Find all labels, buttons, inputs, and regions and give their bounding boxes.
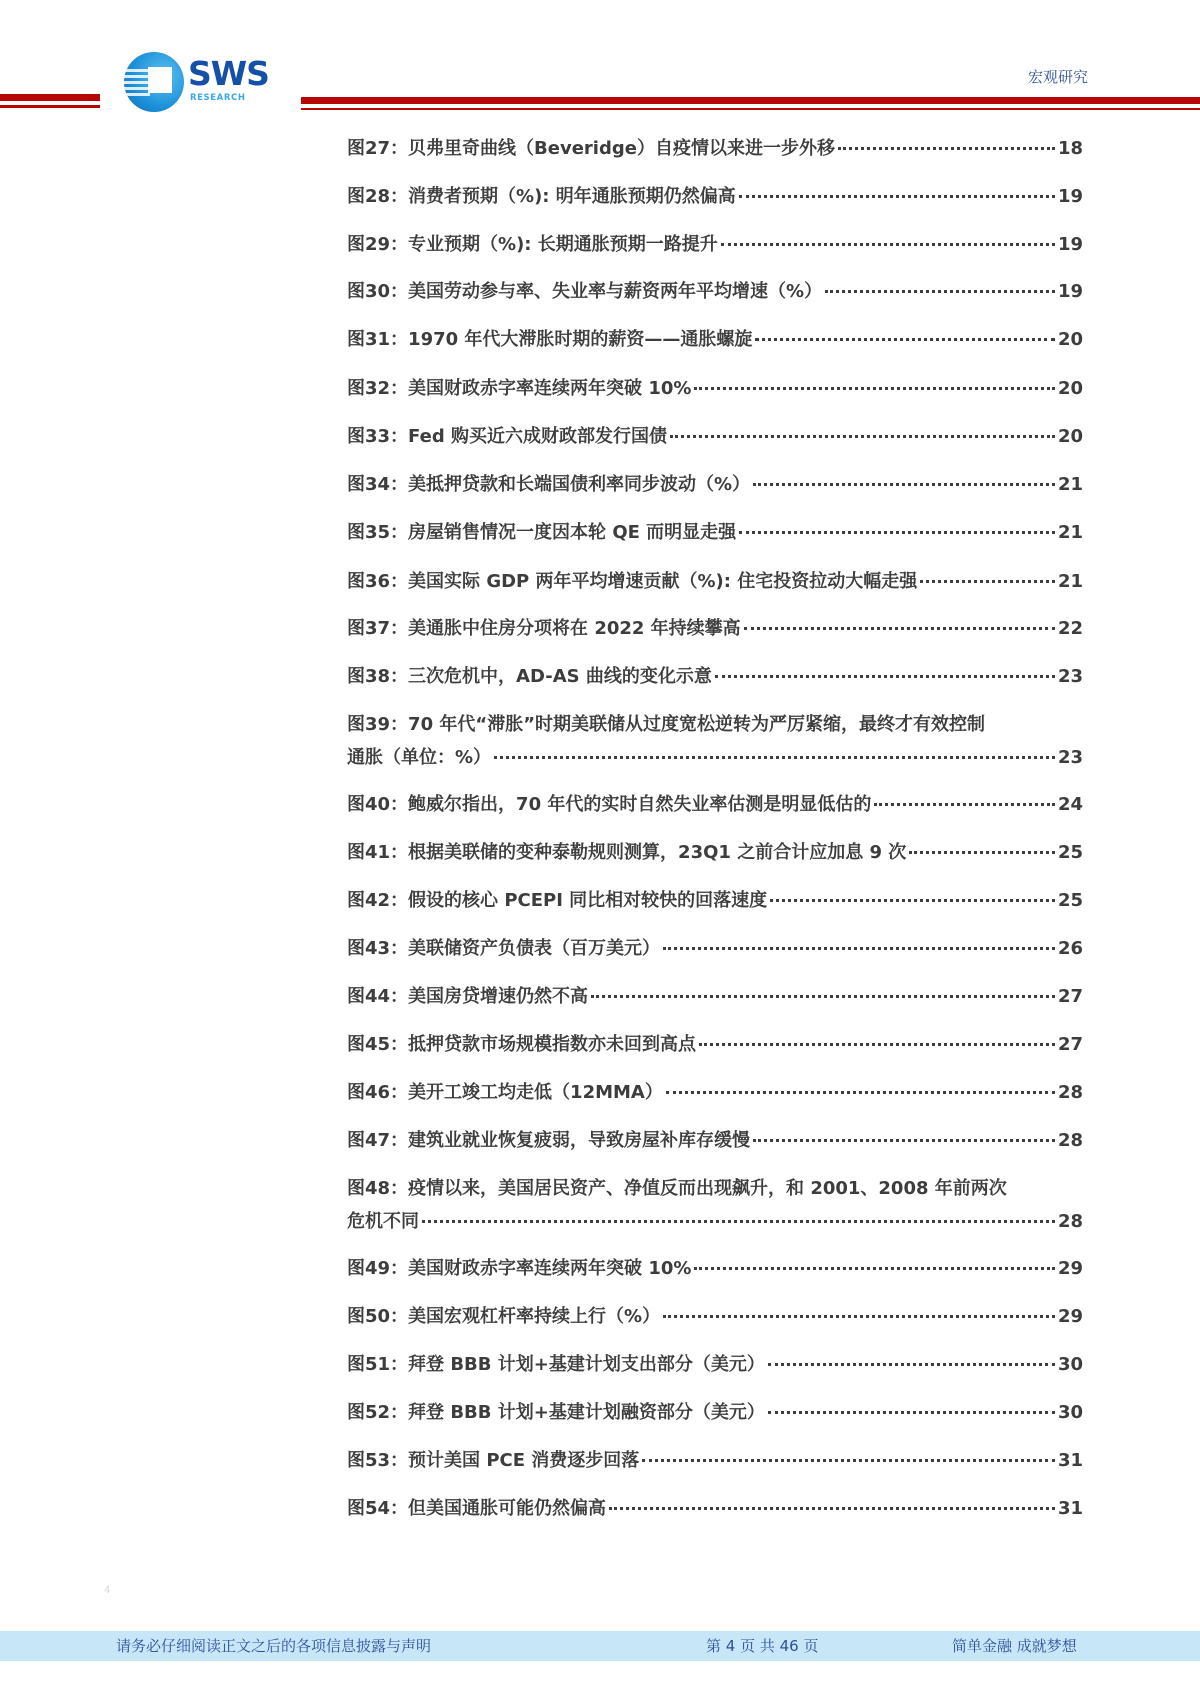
- dot-leader: [663, 1315, 1055, 1318]
- footer-pagination: 第 4 页 共 46 页: [706, 1637, 819, 1655]
- dot-leader: [755, 338, 1055, 341]
- toc-entry-page: 28: [1057, 1082, 1083, 1103]
- toc-entry[interactable]: [347, 233, 1083, 257]
- footer-slogan: 简单金融 成就梦想: [952, 1637, 1077, 1655]
- dot-leader: [694, 387, 1055, 390]
- toc-entry-page: 31: [1057, 1450, 1083, 1471]
- toc-entry[interactable]: [347, 570, 1083, 594]
- toc-entry-page: 24: [1057, 794, 1083, 815]
- toc-entry-page: 19: [1057, 281, 1083, 302]
- dot-leader: [909, 851, 1055, 854]
- dot-leader: [694, 1267, 1055, 1270]
- page-number-mark: 4: [104, 1585, 111, 1596]
- toc-entry-title: 图31：1970 年代大滞胀时期的薪资——通胀螺旋: [347, 329, 753, 350]
- toc-entry[interactable]: [347, 425, 1083, 449]
- toc-entry[interactable]: [347, 1177, 1083, 1234]
- dot-leader: [642, 1459, 1055, 1462]
- toc-entry[interactable]: [347, 1449, 1083, 1473]
- toc-entry-title: 图30：美国劳动参与率、失业率与薪资两年平均增速（%）: [347, 281, 823, 302]
- toc-entry-page: 21: [1057, 522, 1083, 543]
- toc-entry[interactable]: [347, 473, 1083, 497]
- toc-entry-title: 图54：但美国通胀可能仍然偏高: [347, 1498, 607, 1519]
- toc-entry-title: 图45：抵押贷款市场规模指数亦未回到高点: [347, 1034, 697, 1055]
- toc-entry-page: 22: [1057, 618, 1083, 639]
- dot-leader: [721, 243, 1055, 246]
- header-rule-left-thick: [0, 94, 100, 101]
- dot-leader: [768, 1363, 1055, 1366]
- dot-leader: [920, 580, 1055, 583]
- toc-entry[interactable]: [347, 713, 1083, 770]
- dot-leader: [666, 1091, 1055, 1094]
- dot-leader: [715, 675, 1055, 678]
- toc-entry[interactable]: [347, 889, 1083, 913]
- toc-entry-page: 29: [1057, 1258, 1083, 1279]
- dot-leader: [739, 195, 1055, 198]
- footer-disclaimer: 请务必仔细阅读正文之后的各项信息披露与声明: [116, 1637, 432, 1655]
- header-rule-right-thin: [301, 108, 1200, 110]
- toc-entry-title: 图42：假设的核心 PCEPI 同比相对较快的回落速度: [347, 890, 768, 911]
- dot-leader: [494, 756, 1055, 759]
- toc-entry-page: 20: [1057, 426, 1083, 447]
- toc-entry-page: 30: [1057, 1402, 1083, 1423]
- toc-entry[interactable]: [347, 985, 1083, 1009]
- dot-leader: [753, 483, 1055, 486]
- toc-entry-title: 图37：美通胀中住房分项将在 2022 年持续攀高: [347, 618, 741, 639]
- sws-research-logo: [124, 52, 284, 114]
- toc-entry-title: 图46：美开工竣工均走低（12MMA）: [347, 1082, 663, 1103]
- dot-leader: [770, 899, 1055, 902]
- toc-entry-page: 23: [1057, 666, 1083, 687]
- toc-entry[interactable]: [347, 137, 1083, 161]
- toc-entry[interactable]: [347, 185, 1083, 209]
- dot-leader: [768, 1411, 1055, 1414]
- toc-entry-title: 图49：美国财政赤字率连续两年突破 10%: [347, 1258, 692, 1279]
- dot-leader: [670, 435, 1055, 438]
- toc-entry-title: 图32：美国财政赤字率连续两年突破 10%: [347, 378, 692, 399]
- toc-entry[interactable]: [347, 521, 1083, 545]
- toc-entry-title: 图33：Fed 购买近六成财政部发行国债: [347, 426, 667, 447]
- toc-entry[interactable]: [347, 665, 1083, 689]
- dot-leader: [663, 947, 1055, 950]
- header-rule-left-thin: [0, 105, 100, 108]
- toc-entry-page: 21: [1057, 474, 1083, 495]
- toc-entry[interactable]: [347, 1081, 1083, 1105]
- section-label: 宏观研究: [1027, 68, 1088, 86]
- toc-entry-title: 图36：美国实际 GDP 两年平均增速贡献（%): 住宅投资拉动大幅走强: [347, 571, 918, 592]
- toc-entry-title: 图28：消费者预期（%): 明年通胀预期仍然偏高: [347, 186, 736, 207]
- toc-entry-page: 28: [1057, 1130, 1083, 1151]
- toc-entry-title: 图50：美国宏观杠杆率持续上行（%）: [347, 1306, 661, 1327]
- toc-entry-title-line1: 图39：70 年代“滞胀”时期美联储从过度宽松逆转为严厉紧缩，最终才有效控制: [347, 714, 986, 735]
- toc-entry-page: 31: [1057, 1498, 1083, 1519]
- dot-leader: [753, 1139, 1055, 1142]
- dot-leader: [699, 1043, 1055, 1046]
- toc-entry[interactable]: [347, 1497, 1083, 1521]
- toc-entry-page: 19: [1057, 234, 1083, 255]
- dot-leader: [874, 803, 1055, 806]
- toc-entry-title: 图51：拜登 BBB 计划+基建计划支出部分（美元）: [347, 1354, 765, 1375]
- dot-leader: [838, 147, 1055, 150]
- toc-entry-title-line1: 图48：疫情以来，美国居民资产、净值反而出现飙升，和 2001、2008 年前两次: [347, 1178, 1007, 1199]
- toc-entry-title: 图27：贝弗里奇曲线（Beveridge）自疫情以来进一步外移: [347, 138, 835, 159]
- header-rule-right-thick: [301, 97, 1200, 104]
- toc-entry[interactable]: [347, 1033, 1083, 1057]
- toc-entry[interactable]: [347, 280, 1083, 304]
- dot-leader: [591, 995, 1055, 998]
- toc-entry[interactable]: [347, 1257, 1083, 1281]
- toc-entry-title: 图41：根据美联储的变种泰勒规则测算，23Q1 之前合计应加息 9 次: [347, 842, 907, 863]
- toc-entry-title: 图52：拜登 BBB 计划+基建计划融资部分（美元）: [347, 1402, 765, 1423]
- toc-entry[interactable]: [347, 377, 1083, 401]
- toc-entry-page: 27: [1057, 1034, 1083, 1055]
- toc-entry[interactable]: [347, 793, 1083, 817]
- toc-entry-page: 25: [1057, 890, 1083, 911]
- toc-entry-page: 30: [1057, 1354, 1083, 1375]
- toc-entry-title: 图34：美抵押贷款和长端国债利率同步波动（%）: [347, 474, 751, 495]
- toc-entry-page: 18: [1057, 138, 1083, 159]
- toc-entry-page: 21: [1057, 571, 1083, 592]
- dot-leader: [744, 627, 1055, 630]
- toc-entry-page: 19: [1057, 186, 1083, 207]
- dot-leader: [825, 290, 1055, 293]
- dot-leader: [739, 531, 1055, 534]
- toc-entry-title: 图44：美国房贷增速仍然不高: [347, 986, 589, 1007]
- toc-entry[interactable]: [347, 328, 1083, 352]
- toc-entry[interactable]: [347, 617, 1083, 641]
- toc-entry[interactable]: [347, 1129, 1083, 1153]
- toc-entry-page: 23: [1057, 747, 1083, 768]
- toc-entry-title: 图38：三次危机中，AD-AS 曲线的变化示意: [347, 666, 712, 687]
- toc-entry-page: 29: [1057, 1306, 1083, 1327]
- toc-entry-title: 图53：预计美国 PCE 消费逐步回落: [347, 1450, 640, 1471]
- dot-leader: [609, 1507, 1055, 1510]
- toc-entry-title: 通胀（单位：%）: [347, 747, 492, 768]
- toc-entry[interactable]: [347, 1353, 1083, 1377]
- toc-entry-page: 20: [1057, 378, 1083, 399]
- toc-entry-title: 图29：专业预期（%): 长期通胀预期一路提升: [347, 234, 718, 255]
- toc-entry[interactable]: [347, 841, 1083, 865]
- toc-entry-title: 图47：建筑业就业恢复疲弱，导致房屋补库存缓慢: [347, 1130, 751, 1151]
- toc-entry-title: 图43：美联储资产负债表（百万美元）: [347, 938, 661, 959]
- logo-wordmark: SWS: [188, 54, 269, 93]
- toc-entry-page: 25: [1057, 842, 1083, 863]
- toc-entry-page: 28: [1057, 1211, 1083, 1232]
- toc-entry-page: 20: [1057, 329, 1083, 350]
- toc-entry[interactable]: [347, 1305, 1083, 1329]
- logo-subtitle: RESEARCH: [190, 93, 246, 103]
- sws-logo-mark-icon: [124, 52, 184, 112]
- toc-entry[interactable]: [347, 1401, 1083, 1425]
- dot-leader: [422, 1220, 1055, 1223]
- toc-entry-title: 危机不同: [347, 1211, 419, 1232]
- toc-entry-title: 图40：鲍威尔指出，70 年代的实时自然失业率估测是明显低估的: [347, 794, 872, 815]
- toc-entry-page: 26: [1057, 938, 1083, 959]
- toc-entry-title: 图35：房屋销售情况一度因本轮 QE 而明显走强: [347, 522, 737, 543]
- toc-entry-page: 27: [1057, 986, 1083, 1007]
- toc-entry[interactable]: [347, 937, 1083, 961]
